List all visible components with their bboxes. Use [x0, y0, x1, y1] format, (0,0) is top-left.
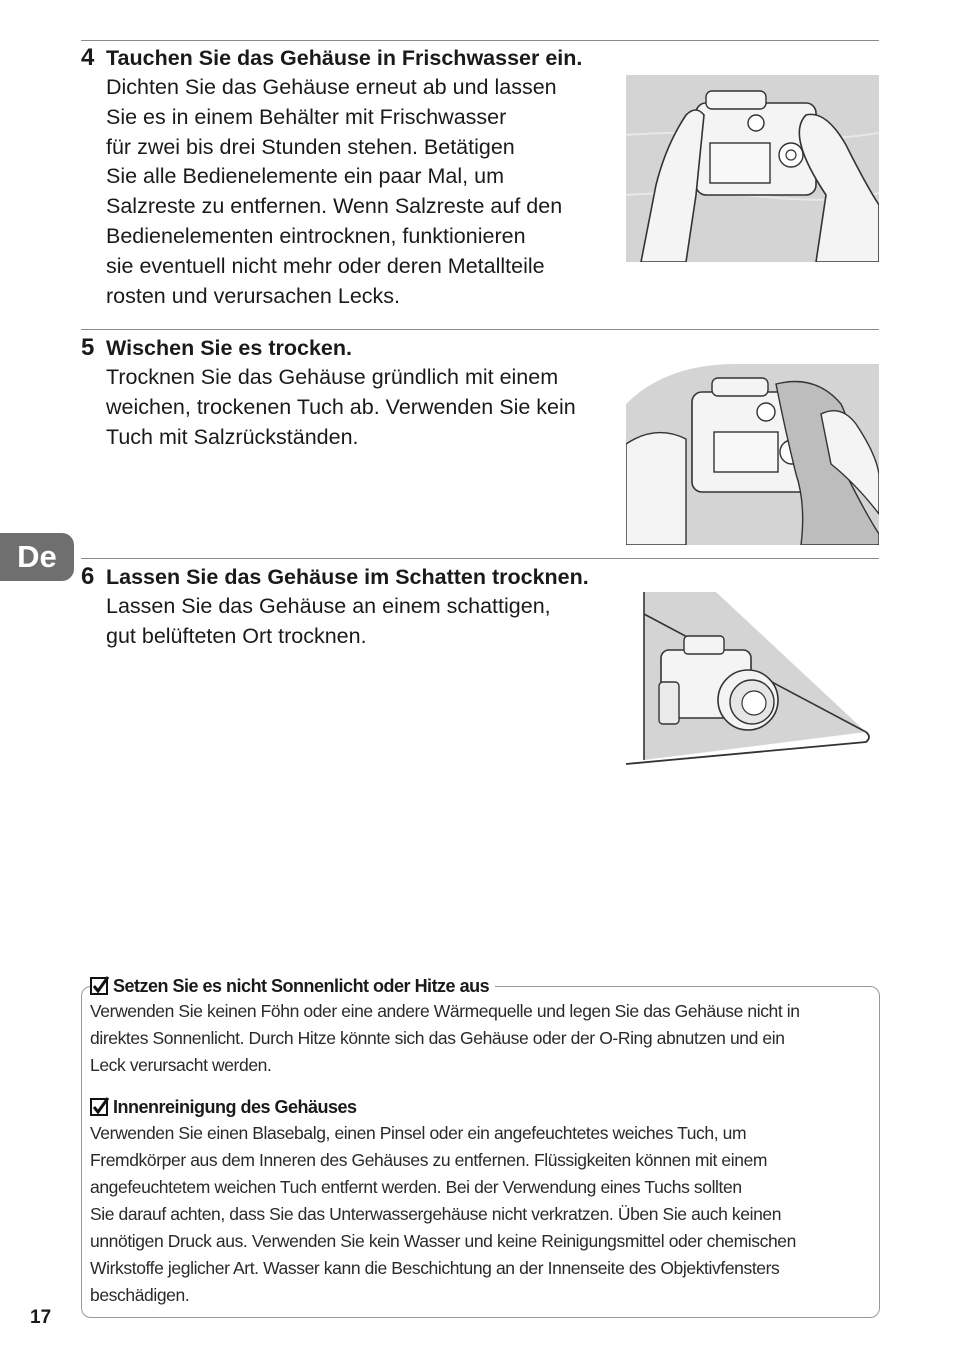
housing-in-water-illustration	[626, 75, 879, 262]
note-line: direktes Sonnenlicht. Durch Hitze könnte sich das Gehäuse oder der O-Ring abnutzen und ein	[90, 1028, 785, 1048]
note-line: Verwenden Sie einen Blasebalg, einen Pinsel oder ein angefeuchtetes weiches Tuch, um	[90, 1123, 747, 1143]
note-heading	[90, 1095, 363, 1119]
step-number: 4	[81, 44, 95, 71]
drying-in-shade-illustration	[626, 592, 879, 766]
note-line: Leck verursacht werden.	[90, 1055, 272, 1075]
note-line: Wirkstoffe jeglicher Art. Wasser kann die Beschichtung an der Innenseite des Objektivfensters	[90, 1258, 780, 1278]
note-line: Fremdkörper aus dem Inneren des Gehäuses zu entfernen. Flüssigkeiten können mit einem	[90, 1150, 768, 1170]
section-divider-step6	[81, 558, 879, 559]
step-body	[106, 73, 562, 311]
step-line: Tuch mit Salzrückständen.	[106, 424, 359, 449]
step-line: Bedienelementen eintrocknen, funktionieren	[106, 223, 526, 248]
notes-box	[81, 976, 880, 1318]
section-divider-step5	[81, 329, 879, 330]
step-number: 5	[81, 334, 95, 361]
note-line: angefeuchtetem weichen Tuch entfernt werden. Bei der Verwendung eines Tuchs sollten	[90, 1177, 742, 1197]
note-body	[90, 1120, 796, 1309]
step-line: Lassen Sie das Gehäuse an einem schattigen,	[106, 594, 551, 618]
step-line: Sie alle Bedienelemente ein paar Mal, um	[106, 164, 504, 189]
page-number: 17	[30, 1307, 52, 1328]
language-tab: De	[0, 533, 74, 581]
wiping-housing-illustration	[626, 364, 879, 545]
step-line: rosten und verursachen Lecks.	[106, 283, 400, 308]
step-line: sie eventuell nicht mehr oder deren Metallteile	[106, 253, 545, 278]
note-title: Innenreinigung des Gehäuses	[113, 1097, 357, 1117]
note-line: Sie darauf achten, dass Sie das Unterwassergehäuse nicht verkratzen. Üben Sie auch keinen	[90, 1204, 782, 1224]
step-title: Wischen Sie es trocken.	[106, 336, 352, 360]
step-title: Tauchen Sie das Gehäuse in Frischwasser ein.	[106, 46, 583, 70]
note-body	[90, 998, 800, 1079]
note-line: beschädigen.	[90, 1285, 190, 1305]
step-body	[106, 592, 551, 652]
step-line: für zwei bis drei Stunden stehen. Betätigen	[106, 134, 515, 159]
step-number: 6	[81, 563, 95, 590]
checkmark-icon	[90, 1097, 110, 1116]
step-line: Trocknen Sie das Gehäuse gründlich mit einem	[106, 365, 559, 389]
step-line: Sie es in einem Behälter mit Frischwasser	[106, 104, 507, 129]
step-line: Dichten Sie das Gehäuse erneut ab und lassen	[106, 75, 557, 99]
note-title: Setzen Sie es nicht Sonnenlicht oder Hitze aus	[113, 976, 490, 996]
note-line: unnötigen Druck aus. Verwenden Sie kein Wasser und keine Reinigungsmittel oder chemischen	[90, 1231, 796, 1251]
step-title: Lassen Sie das Gehäuse im Schatten trocknen.	[106, 565, 589, 589]
step-line: Salzreste zu entfernen. Wenn Salzreste auf den	[106, 194, 563, 219]
step-line: gut belüfteten Ort trocknen.	[106, 623, 367, 648]
note-line: Verwenden Sie keinen Föhn oder eine andere Wärmequelle und legen Sie das Gehäuse nicht in	[90, 1001, 800, 1021]
note-heading	[90, 974, 495, 998]
checkmark-icon	[90, 976, 110, 995]
step-body	[106, 363, 576, 452]
step-line: weichen, trockenen Tuch ab. Verwenden Sie kein	[106, 394, 576, 419]
section-divider-top	[81, 40, 879, 41]
